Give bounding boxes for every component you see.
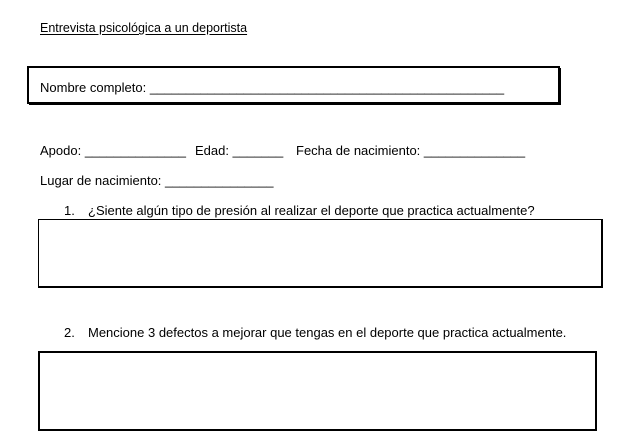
question-2-text: Mencione 3 defectos a mejorar que tengas en el deporte que practica actualmente. (88, 325, 567, 340)
birth-place-field[interactable]: Lugar de nacimiento: _______________ (40, 173, 274, 188)
question-1-text: ¿Siente algún tipo de presión al realizar el deporte que practica actualmente? (88, 203, 535, 218)
nickname-field[interactable]: Apodo: ______________ (40, 143, 187, 158)
question-2 (64, 325, 566, 341)
question-2-number: 2. (64, 325, 75, 340)
full-name-field[interactable]: Nombre completo: _________________________________________________ (40, 80, 505, 95)
document-title: Entrevista psicológica a un deportista (40, 21, 248, 35)
question-1-number: 1. (64, 203, 75, 218)
answer-1-box[interactable] (38, 219, 603, 288)
question-1 (64, 203, 535, 219)
birth-date-field[interactable]: Fecha de nacimiento: ______________ (296, 143, 526, 158)
age-field[interactable]: Edad: _______ (195, 143, 284, 158)
answer-2-box[interactable] (38, 351, 597, 431)
